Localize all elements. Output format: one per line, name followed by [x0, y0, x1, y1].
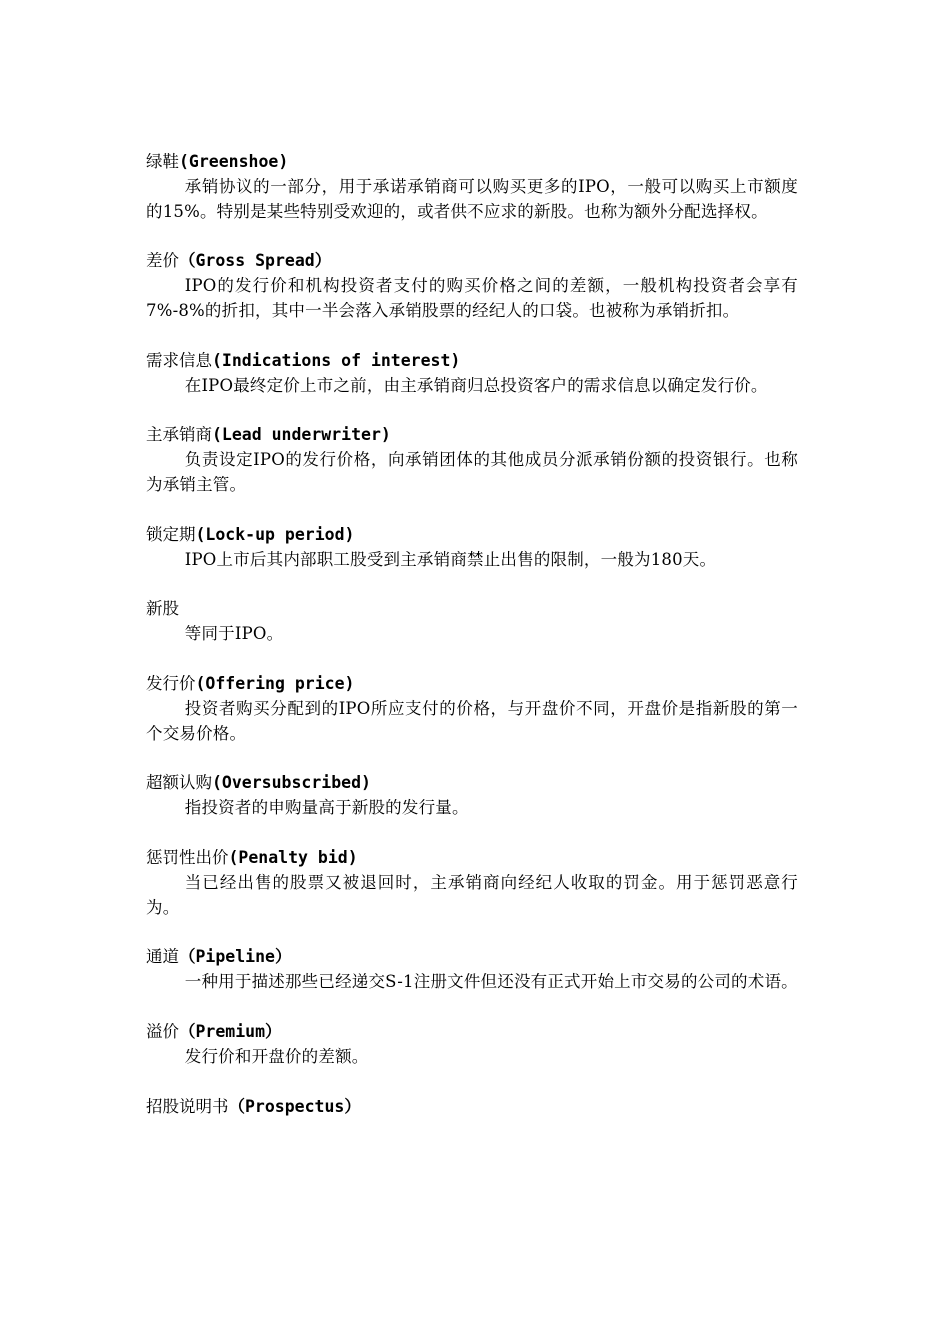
- entry-definition: 在IPO最终定价上市之前，由主承销商归总投资客户的需求信息以确定发行价。: [184, 375, 768, 395]
- entry-definition: 当已经出售的股票又被退回时，主承销商向经纪人收取的罚金。用于惩罚恶意行为。: [146, 872, 798, 917]
- entry-term: [146, 846, 798, 871]
- term-chinese: 差价: [146, 251, 179, 271]
- term-english: （Premium）: [179, 1021, 282, 1041]
- document-page: [146, 150, 798, 1144]
- term-chinese: 锁定期: [146, 524, 196, 544]
- glossary-entry-new-issue: [146, 597, 798, 647]
- glossary-entry-gross-spread: [146, 249, 798, 323]
- glossary-entry-lock-up-period: [146, 523, 798, 573]
- entry-term: [146, 150, 798, 175]
- entry-term: [146, 672, 798, 697]
- term-english: (Offering price): [195, 673, 355, 693]
- term-chinese: 绿鞋: [146, 152, 179, 171]
- term-english: (Penalty bid): [228, 847, 358, 867]
- glossary-entry-greenshoe: [146, 150, 798, 224]
- term-chinese: 通道: [146, 947, 179, 967]
- entry-term: [146, 1020, 798, 1045]
- term-chinese: 需求信息: [146, 350, 212, 370]
- term-chinese: 溢价: [146, 1021, 179, 1041]
- term-chinese: 招股说明书: [146, 1096, 229, 1116]
- term-english: (Indications of interest): [212, 350, 461, 370]
- glossary-entry-prospectus: [146, 1095, 798, 1120]
- entry-term: [146, 423, 798, 448]
- glossary-entry-offering-price: [146, 672, 798, 746]
- glossary-entry-lead-underwriter: [146, 423, 798, 497]
- term-english: (Oversubscribed): [212, 773, 371, 793]
- term-english: (Lead underwriter): [212, 425, 391, 445]
- entry-definition: 投资者购买分配到的IPO所应支付的价格，与开盘价不同，开盘价是指新股的第一个交易价格。: [146, 698, 798, 743]
- term-english: （Gross Spread）: [179, 251, 332, 271]
- glossary-entry-indications-of-interest: [146, 349, 798, 399]
- entry-term: [146, 523, 798, 548]
- glossary-entry-pipeline: [146, 945, 798, 995]
- term-chinese: 惩罚性出价: [146, 847, 229, 867]
- entry-definition: 承销协议的一部分，用于承诺承销商可以购买更多的IPO，一般可以购买上市额度的15%。特别是某些特别受欢迎的，或者供不应求的新股。也称为额外分配选择权。: [146, 176, 798, 221]
- entry-term: [146, 771, 798, 796]
- term-english: （Prospectus）: [228, 1096, 361, 1116]
- entry-definition: 一种用于描述那些已经递交S-1注册文件但还没有正式开始上市交易的公司的术语。: [184, 972, 798, 992]
- entry-definition: 指投资者的申购量高于新股的发行量。: [184, 798, 469, 818]
- entry-definition: IPO的发行价和机构投资者支付的购买价格之间的差额，一般机构投资者会享有7%-8%的折扣，其中一半会落入承销股票的经纪人的口袋。也被称为承销折扣。: [146, 276, 798, 320]
- entry-term: [146, 249, 798, 274]
- term-english: (Lock-up period): [195, 524, 355, 544]
- entry-definition: 等同于IPO。: [184, 624, 284, 644]
- term-english: (Greenshoe): [179, 152, 289, 171]
- entry-term: [146, 349, 798, 374]
- entry-term: [146, 945, 798, 970]
- glossary-entry-premium: [146, 1020, 798, 1070]
- term-english: （Pipeline）: [179, 947, 292, 967]
- glossary-entry-penalty-bid: [146, 846, 798, 920]
- entry-definition: 发行价和开盘价的差额。: [184, 1046, 369, 1066]
- entry-definition: 负责设定IPO的发行价格，向承销团体的其他成员分派承销份额的投资银行。也称为承销主管。: [146, 450, 798, 494]
- term-chinese: 发行价: [146, 673, 196, 693]
- glossary-entry-oversubscribed: [146, 771, 798, 821]
- term-chinese: 超额认购: [146, 773, 212, 793]
- entry-definition: IPO上市后其内部职工股受到主承销商禁止出售的限制，一般为180天。: [184, 549, 717, 569]
- term-chinese: 主承销商: [146, 425, 212, 445]
- entry-term: [146, 597, 798, 622]
- entry-term: [146, 1095, 798, 1120]
- term-chinese: 新股: [146, 599, 179, 619]
